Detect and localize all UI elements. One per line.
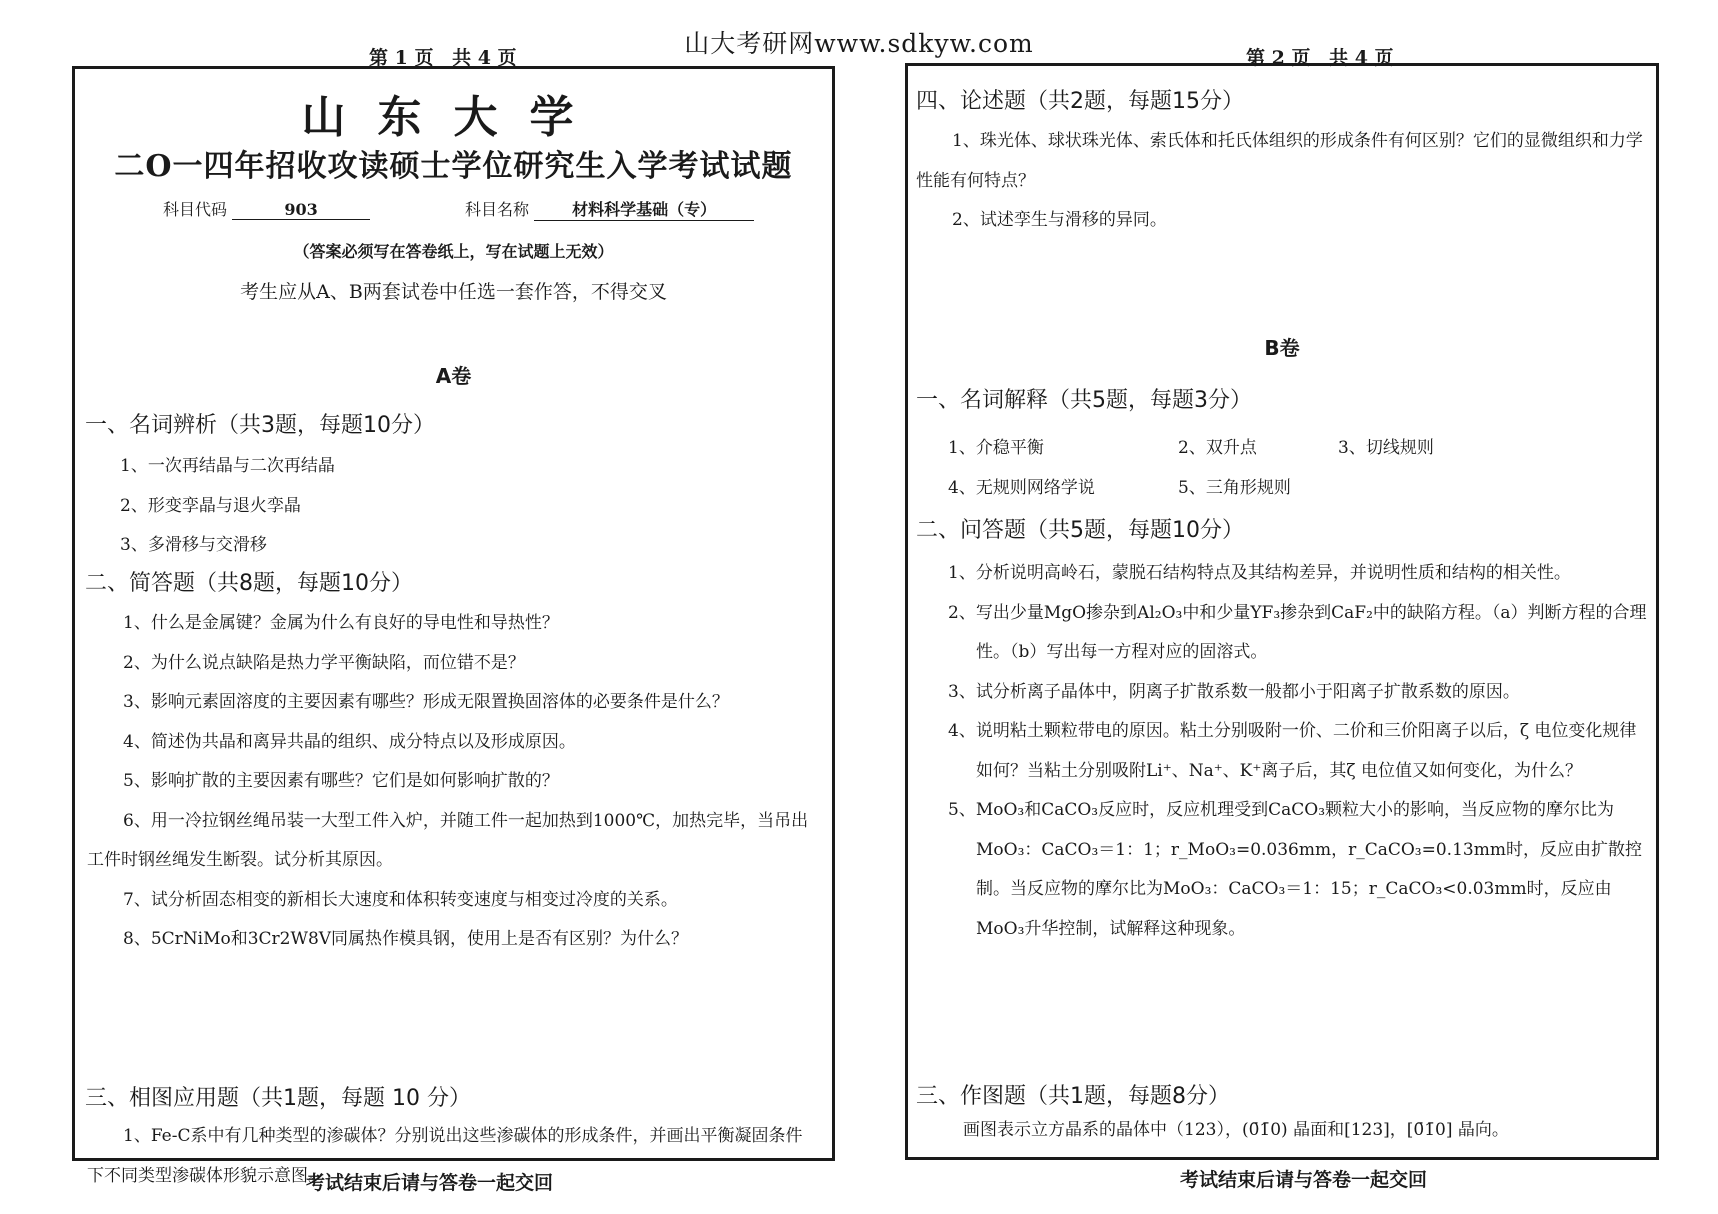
term-item: 3、切线规则 [1338,438,1434,458]
exam-page-right [905,63,1659,1160]
university-name: 山东大学 [301,92,606,143]
question-item: 2、写出少量MgO掺杂到Al₂O₃中和少量YF₃掺杂到CaF₂中的缺陷方程。（a）判断方程的合理性。（b）写出每一方程对应的固溶式。 [948,602,1647,662]
paper-b-title: B卷 [1264,336,1300,360]
question-item: 1、珠光体、球状珠光体、索氏体和托氏体组织的形成条件有何区别？它们的显微组织和力学性能有何特点？ [916,131,1643,191]
site-header: 山大考研网www.sdkyw.com [684,29,1034,58]
page-footer-right: 考试结束后请与答卷一起交回 [1180,1169,1428,1191]
question-item: 2、试述孪生与滑移的异同。 [952,210,1167,230]
section-heading: 三、相图应用题（共1题，每题 10 分） [85,1086,471,1111]
question-item: 2、形变孪晶与退火孪晶 [120,495,301,516]
question-item: 3、试分析离子晶体中，阴离子扩散系数一般都小于阳离子扩散系数的原因。 [948,681,1520,702]
section-heading: 一、名词解释（共5题，每题3分） [916,388,1252,413]
question-item: 1、什么是金属键？金属为什么有良好的导电性和导热性？ [123,613,559,633]
question-item: 1、分析说明高岭石，蒙脱石结构特点及其结构差异，并说明性质和结构的相关性。 [948,563,1571,583]
subject-code-value: 903 [232,200,370,220]
choose-instruction: 考生应从A、B两套试卷中任选一套作答，不得交叉 [240,281,667,303]
section-heading: 二、问答题（共5题，每题10分） [916,518,1244,543]
subject-code [163,197,370,220]
term-item: 5、三角形规则 [1178,478,1291,498]
subject-name-label: 科目名称 [465,200,530,219]
question-item: 4、说明粘土颗粒带电的原因。粘土分别吸附一价、二价和三价阳离子以后，ζ 电位变化规律如何？当粘土分别吸附Li⁺、Na⁺、K⁺离子后，其ζ 电位值又如何变化，为什么？ [948,721,1637,781]
question-item: 5、MoO₃和CaCO₃反应时，反应机理受到CaCO₃颗粒大小的影响，当反应物的摩尔比为MoO₃：CaCO₃＝1：1；r_MoO₃=0.036mm，r_CaCO₃=0.13mm时，反应由扩散控制。当反应物的摩尔比为MoO₃：CaCO₃＝1：15；r_CaCO₃<0.03mm时，反应由MoO₃升华控制，试解释这种现象。 [948,800,1642,939]
page-footer-left: 考试结束后请与答卷一起交回 [306,1172,554,1194]
page-total: 共 4 页 [452,47,517,69]
question-item: 3、影响元素固溶度的主要因素有哪些？形成无限置换固溶体的必要条件是什么？ [123,692,729,712]
question-item: 3、多滑移与交滑移 [120,535,267,555]
subject-name [465,197,754,221]
section-heading: 四、论述题（共2题，每题15分） [916,89,1244,114]
page-label: 第 2 页 [1246,47,1311,69]
term-item: 2、双升点 [1178,438,1257,458]
paper-a-title: A卷 [435,364,472,388]
section-questions [87,604,817,960]
page-label: 第 1 页 [369,47,434,69]
term-item: 4、无规则网络学说 [948,478,1095,498]
exam-title: 二O一四年招收攻读硕士学位研究生入学考试试题 [114,149,793,184]
question-item: 1、一次再结晶与二次再结晶 [120,456,335,476]
question-item: 7、试分析固态相变的新相长大速度和体积转变速度与相变过冷度的关系。 [123,889,678,910]
section-heading: 三、作图题（共1题，每题8分） [916,1084,1230,1109]
answer-notice: （答案必须写在答卷纸上，写在试题上无效） [293,242,614,261]
section-questions [916,122,1651,241]
question-item: 画图表示立方晶系的晶体中（123），(0̄1̄0) 晶面和[123]，[0̄1̄0] 晶向。 [963,1120,1509,1140]
page-total: 共 4 页 [1329,47,1394,69]
subject-name-value: 材料科学基础（专） [534,197,754,221]
question-item: 4、简述伪共晶和离异共晶的组织、成分特点以及形成原因。 [123,731,576,752]
question-item: 1、Fe-C系中有几种类型的渗碳体？分别说出这些渗碳体的形成条件，并画出平衡凝固条件下不同类型渗碳体形貌示意图。 [87,1126,803,1186]
section-questions [963,1111,1653,1151]
question-item: 8、5CrNiMo和3Cr2W8V同属热作模具钢，使用上是否有区别？为什么？ [123,929,689,949]
section-heading: 二、简答题（共8题，每题10分） [85,571,413,596]
section-questions [120,447,780,566]
question-item: 5、影响扩散的主要因素有哪些？它们是如何影响扩散的？ [123,771,559,791]
question-item: 2、为什么说点缺陷是热力学平衡缺陷，而位错不是？ [123,652,525,673]
question-item: 6、用一冷拉钢丝绳吊装一大型工件入炉，并随工件一起加热到1000℃，加热完毕，当吊出工件时钢丝绳发生断裂。试分析其原因。 [87,810,809,870]
subject-code-label: 科目代码 [163,200,228,219]
term-item: 1、介稳平衡 [948,438,1044,458]
section-questions [908,554,1653,949]
section-heading: 一、名词辨析（共3题，每题10分） [85,413,435,438]
